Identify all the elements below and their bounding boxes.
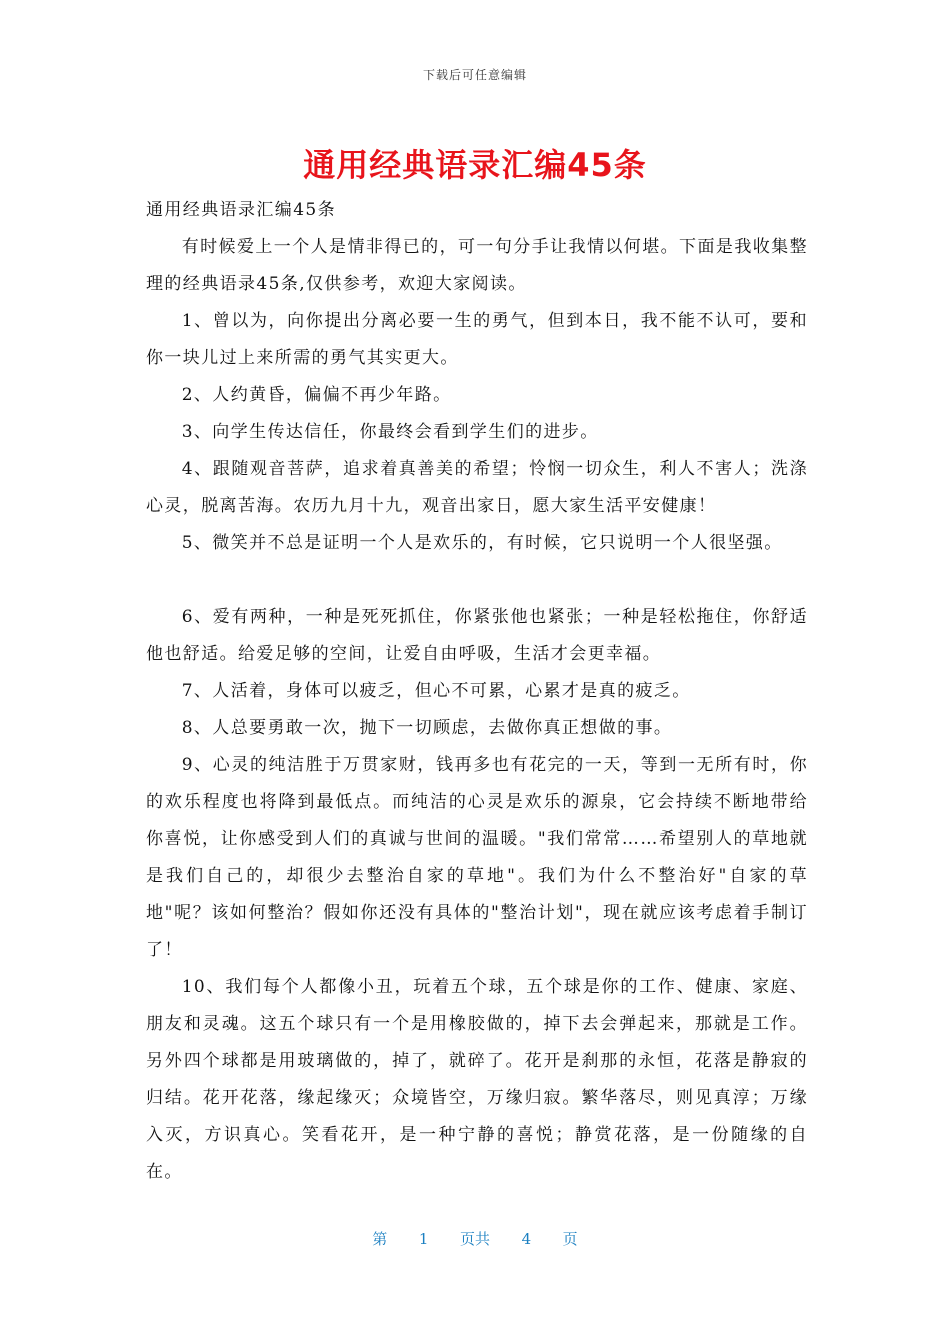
quote-paragraph: 2、人约黄昏，偏偏不再少年路。 [181,385,452,405]
footer-page-prefix: 第 [372,1230,388,1248]
header-note: 下载后可任意编辑 [422,68,527,82]
intro-paragraph: 有时候爱上一个人是情非得已的，可一句分手让我情以何堪。下面是我收集整理的经典语录45条,仅供参考，欢迎大家阅读。 [146,237,808,294]
footer-page-number: 1 [418,1230,429,1248]
quote-paragraph: 7、人活着，身体可以疲乏，但心不可累，心累才是真的疲乏。 [181,681,691,701]
quote-paragraph: 10、我们每个人都像小丑，玩着五个球，五个球是你的工作、健康、家庭、朋友和灵魂。这五个球只有一个是用橡胶做的，掉下去会弹起来，那就是工作。另外四个球都是用玻璃做的，掉了，就碎了。花开是刹那的永恒，花落是静寂的归结。花开花落，缘起缘灭；众境皆空，万缘归寂。繁华落尽，则见真淳；万缘入灭，方识真心。笑看花开，是一种宁静的喜悦；静赏花落，是一份随缘的自在。 [146,977,808,1182]
blank-line [146,562,808,599]
quote-paragraph: 3、向学生传达信任，你最终会看到学生们的进步。 [181,422,599,442]
document-subtitle: 通用经典语录汇编45条 [146,200,337,220]
quote-paragraph: 8、人总要勇敢一次，抛下一切顾虑，去做你真正想做的事。 [181,718,673,738]
quote-paragraph: 6、爱有两种，一种是死死抓住，你紧张他也紧张；一种是轻松拖住，你舒适他也舒适。给爱足够的空间，让爱自由呼吸，生活才会更幸福。 [146,607,808,664]
quote-paragraph: 5、微笑并不总是证明一个人是欢乐的，有时候，它只说明一个人很坚强。 [181,533,783,553]
document-body [146,192,808,1191]
quote-paragraph: 4、跟随观音菩萨，追求着真善美的希望；怜悯一切众生，利人不害人；洗涤心灵，脱离苦海。农历九月十九，观音出家日，愿大家生活平安健康！ [146,459,808,516]
footer-page-middle: 页共 [459,1230,490,1248]
footer-page-suffix: 页 [562,1230,578,1248]
quote-paragraph: 9、心灵的纯洁胜于万贯家财，钱再多也有花完的一天，等到一无所有时，你的欢乐程度也将降到最低点。而纯洁的心灵是欢乐的源泉，它会持续不断地带给你喜悦，让你感受到人们的真诚与世间的温暖。"我们常常……希望别人的草地就是我们自己的，却很少去整治自家的草地"。我们为什么不整治好"自家的草地"呢？该如何整治？假如你还没有具体的"整治计划"，现在就应该考虑着手制订了！ [146,755,808,960]
footer-total-pages: 4 [521,1230,532,1248]
page-footer [0,1228,950,1249]
document-title: 通用经典语录汇编45条 [303,146,647,184]
quote-paragraph: 1、曾以为，向你提出分离必要一生的勇气，但到本日，我不能不认可，要和你一块儿过上来所需的勇气其实更大。 [146,311,808,368]
